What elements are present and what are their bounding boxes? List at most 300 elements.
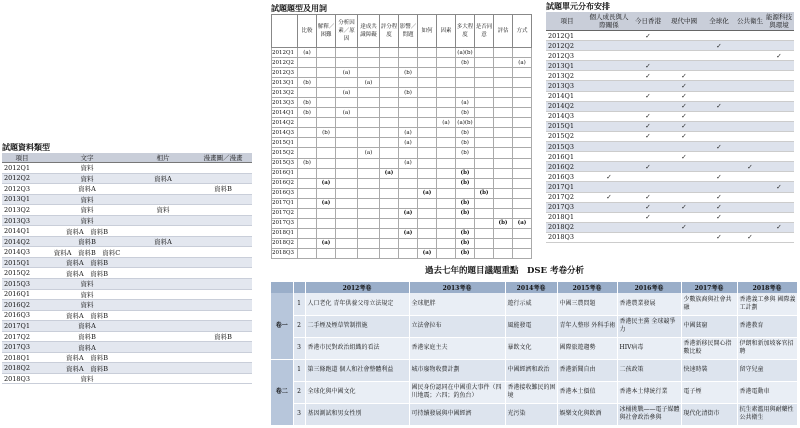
topic-cell: 抗生素濫用與耐藥性公共衛生 [737, 403, 797, 425]
table-cell [494, 158, 513, 168]
table-cell [630, 172, 666, 182]
table-cell [317, 228, 336, 238]
table-cell: 2013Q3 [272, 98, 298, 108]
table-cell [194, 321, 252, 332]
table-cell [494, 248, 513, 258]
table-row [272, 148, 532, 158]
table-cell: (a) [358, 78, 380, 88]
table-cell: (a) [399, 208, 418, 218]
table-cell [358, 58, 380, 68]
bottom-header-cell: 2015考卷 [557, 282, 617, 293]
table-cell: (b) [298, 158, 317, 168]
table-cell: 2014Q1 [2, 226, 42, 237]
table-cell: (a) [437, 118, 456, 128]
table-cell [437, 108, 456, 118]
table-cell [336, 58, 358, 68]
table-cell [736, 31, 764, 41]
table-cell: (a) [358, 148, 380, 158]
table-cell [399, 218, 418, 228]
table-row [2, 363, 252, 374]
table-row [272, 48, 532, 58]
table-cell [630, 142, 666, 152]
check-mark-icon: ✓ [764, 182, 794, 192]
table-row [272, 188, 532, 198]
table-cell: 2014Q3 [546, 111, 588, 121]
topic-cell: 中國經濟和政治 [505, 359, 557, 381]
table-cell [702, 81, 736, 91]
table-cell [132, 300, 194, 311]
table-cell [764, 81, 794, 91]
table-cell [194, 257, 252, 268]
table-cell [513, 108, 532, 118]
table-cell [380, 228, 399, 238]
table-cell [194, 236, 252, 247]
check-mark-icon: ✓ [588, 192, 630, 202]
table-cell [317, 168, 336, 178]
table-cell [702, 111, 736, 121]
check-mark-icon: ✓ [630, 111, 666, 121]
table-cell [475, 48, 494, 58]
table-cell [418, 178, 437, 188]
table-cell [298, 58, 317, 68]
table-cell [764, 121, 794, 131]
table-cell [358, 68, 380, 78]
table-cell [764, 232, 794, 242]
table-cell [336, 48, 358, 58]
bottom-header-cell: 2018考卷 [737, 282, 797, 293]
table-row [546, 212, 794, 222]
table-cell [358, 168, 380, 178]
check-mark-icon: ✓ [702, 172, 736, 182]
table-cell [418, 78, 437, 88]
table-cell [418, 68, 437, 78]
table-row [2, 289, 252, 300]
table-cell [437, 158, 456, 168]
table-cell [317, 248, 336, 258]
left-header-cell: 相片 [132, 153, 194, 163]
table-row [2, 257, 252, 268]
left-header-cell: 文字 [42, 153, 132, 163]
table-row [546, 182, 794, 192]
table-cell [630, 81, 666, 91]
table-cell: 資料 [42, 215, 132, 226]
table-cell [336, 208, 358, 218]
table-cell [702, 131, 736, 141]
bottom-header-cell [271, 282, 293, 293]
table-cell [358, 218, 380, 228]
mid-header-cell: 分析因素／原因 [336, 15, 358, 48]
table-cell [298, 198, 317, 208]
mid-header-cell: 因素 [437, 15, 456, 48]
table-cell [194, 268, 252, 279]
table-cell: 資料A [42, 342, 132, 353]
table-cell [494, 208, 513, 218]
table-cell [399, 148, 418, 158]
table-cell: 資料 [42, 163, 132, 174]
table-cell: (b) [456, 148, 475, 158]
table-cell: 2013Q2 [2, 205, 42, 216]
table-cell [399, 98, 418, 108]
table-cell [437, 238, 456, 248]
table-cell [336, 98, 358, 108]
table-cell [336, 118, 358, 128]
table-cell [380, 118, 399, 128]
table-cell [418, 118, 437, 128]
table-cell [702, 152, 736, 162]
question-number: 1 [293, 293, 305, 315]
table-cell: (a) [336, 88, 358, 98]
topic-cell: 香港電動車 [737, 381, 797, 403]
table-cell [358, 248, 380, 258]
table-cell [317, 148, 336, 158]
table-row [546, 81, 794, 91]
table-cell [380, 148, 399, 158]
check-mark-icon: ✓ [630, 61, 666, 71]
table-cell [475, 88, 494, 98]
table-cell: 2015Q1 [272, 138, 298, 148]
table-row [2, 215, 252, 226]
table-cell [475, 148, 494, 158]
table-cell: 2012Q3 [272, 68, 298, 78]
table-row [272, 118, 532, 128]
table-cell: 2018Q2 [2, 363, 42, 374]
table-cell [588, 111, 630, 121]
table-cell [764, 192, 794, 202]
table-cell [132, 331, 194, 342]
table-cell [336, 158, 358, 168]
bottom-header-cell: 2013考卷 [409, 282, 505, 293]
topic-cell: 立法會拉布 [409, 315, 505, 337]
check-mark-icon: ✓ [630, 121, 666, 131]
table-cell [764, 152, 794, 162]
table-cell [475, 158, 494, 168]
table-cell [317, 58, 336, 68]
table-cell: (a) [380, 168, 399, 178]
table-cell: 資料 [132, 205, 194, 216]
table-cell [358, 128, 380, 138]
table-cell [437, 188, 456, 198]
mid-header-cell: 評分程度 [380, 15, 399, 48]
table-cell: 資料B [42, 236, 132, 247]
table-cell [317, 158, 336, 168]
table-cell: (b) [456, 178, 475, 188]
data-type-table [2, 153, 252, 384]
topic-cell: 第三條跑道 個人和社會整體利益 [305, 359, 409, 381]
table-cell [418, 168, 437, 178]
table-cell: 2018Q3 [2, 373, 42, 384]
table-cell [298, 178, 317, 188]
table-cell: (a)(b) [456, 118, 475, 128]
table-cell [194, 310, 252, 321]
table-cell [736, 121, 764, 131]
table-cell [317, 88, 336, 98]
topic-cell: 留守兒童 [737, 359, 797, 381]
table-cell [588, 41, 630, 51]
table-cell [399, 248, 418, 258]
table-cell [380, 88, 399, 98]
table-cell: 2012Q2 [272, 58, 298, 68]
table-cell [494, 118, 513, 128]
topic-cell: HIV病毒 [617, 337, 681, 359]
table-cell [317, 118, 336, 128]
table-cell [588, 61, 630, 71]
module-distribution-table [546, 12, 794, 243]
table-cell [317, 98, 336, 108]
topic-cell: 快速時裝 [681, 359, 737, 381]
question-type-table [271, 14, 532, 259]
table-cell [336, 198, 358, 208]
table-cell [194, 352, 252, 363]
table-cell: 2015Q3 [272, 158, 298, 168]
question-number: 3 [293, 403, 305, 425]
table-cell [475, 118, 494, 128]
table-cell [736, 142, 764, 152]
table-cell [298, 138, 317, 148]
topic-cell: 二手煙及煙草管制措施 [305, 315, 409, 337]
topic-cell: 全球化與中國文化 [305, 381, 409, 403]
table-cell: 資料A 資料B [42, 363, 132, 374]
table-cell [132, 373, 194, 384]
table-row [272, 88, 532, 98]
table-cell [418, 218, 437, 228]
table-cell [588, 71, 630, 81]
table-cell [736, 212, 764, 222]
table-cell: (b) [456, 128, 475, 138]
table-cell [475, 178, 494, 188]
table-cell [418, 98, 437, 108]
table-row [2, 184, 252, 195]
table-cell [630, 152, 666, 162]
table-row [546, 71, 794, 81]
table-cell [630, 182, 666, 192]
bottom-table-title: 過去七年的題目議題重點 DSE 考卷分析 [425, 266, 584, 276]
table-cell [380, 188, 399, 198]
table-cell [380, 198, 399, 208]
table-cell [380, 238, 399, 248]
table-cell [588, 131, 630, 141]
table-cell: 2015Q1 [546, 121, 588, 131]
check-mark-icon: ✓ [630, 71, 666, 81]
table-cell: 2018Q3 [272, 248, 298, 258]
check-mark-icon: ✓ [764, 51, 794, 61]
table-row [546, 162, 794, 172]
check-mark-icon: ✓ [666, 131, 702, 141]
topic-cell: 人口老化 青年供養父母立法規定 [305, 293, 409, 315]
table-cell [418, 88, 437, 98]
table-cell [317, 208, 336, 218]
table-cell [666, 31, 702, 41]
check-mark-icon: ✓ [666, 121, 702, 131]
table-cell [630, 41, 666, 51]
table-cell: (a) [513, 58, 532, 68]
table-cell [418, 108, 437, 118]
table-cell [588, 121, 630, 131]
table-cell [194, 289, 252, 300]
table-row [2, 279, 252, 290]
table-cell: 2016Q3 [272, 188, 298, 198]
topic-cell: 娛樂文化與飲酒 [557, 403, 617, 425]
check-mark-icon: ✓ [666, 71, 702, 81]
table-cell [513, 48, 532, 58]
table-cell [702, 162, 736, 172]
table-cell: 2014Q3 [272, 128, 298, 138]
table-cell [418, 208, 437, 218]
table-cell [588, 212, 630, 222]
table-cell [358, 108, 380, 118]
table-cell [418, 148, 437, 158]
table-cell: 2016Q1 [546, 152, 588, 162]
table-cell [666, 172, 702, 182]
table-cell: 資料B [42, 331, 132, 342]
check-mark-icon: ✓ [764, 222, 794, 232]
table-cell [513, 68, 532, 78]
table-row [546, 91, 794, 101]
table-cell [475, 68, 494, 78]
table-cell [666, 41, 702, 51]
table-cell: 2017Q3 [2, 342, 42, 353]
table-cell: 資料A 資料B [42, 257, 132, 268]
table-cell [132, 215, 194, 226]
mid-header-cell: 影響／問題 [399, 15, 418, 48]
table-cell [380, 98, 399, 108]
check-mark-icon: ✓ [702, 202, 736, 212]
table-row [546, 232, 794, 242]
table-cell [588, 51, 630, 61]
table-cell [736, 172, 764, 182]
table-cell [736, 61, 764, 71]
table-cell [298, 88, 317, 98]
table-cell [666, 232, 702, 242]
table-cell [456, 78, 475, 88]
table-row [546, 202, 794, 212]
table-cell [475, 138, 494, 148]
table-cell [298, 248, 317, 258]
table-row [272, 128, 532, 138]
table-cell [475, 228, 494, 238]
table-cell: (a) [336, 68, 358, 78]
table-cell: (a) [336, 108, 358, 118]
table-cell [380, 58, 399, 68]
table-cell [494, 178, 513, 188]
table-row [272, 78, 532, 88]
table-cell [380, 128, 399, 138]
table-cell: 2014Q1 [272, 108, 298, 118]
table-cell [494, 238, 513, 248]
table-row [2, 321, 252, 332]
table-cell: (a) [298, 48, 317, 58]
table-cell [437, 208, 456, 218]
table-cell [418, 48, 437, 58]
check-mark-icon: ✓ [630, 202, 666, 212]
table-row [272, 218, 532, 228]
check-mark-icon: ✓ [702, 192, 736, 202]
table-cell [194, 342, 252, 353]
table-cell [513, 88, 532, 98]
check-mark-icon: ✓ [702, 232, 736, 242]
topic-cell: 香港家庭主夫 [409, 337, 505, 359]
table-row [546, 121, 794, 131]
table-cell [702, 71, 736, 81]
table-row [2, 163, 252, 174]
table-cell [494, 198, 513, 208]
table-cell: 2013Q1 [546, 61, 588, 71]
table-cell: (a) [456, 98, 475, 108]
table-row [2, 268, 252, 279]
table-row [2, 226, 252, 237]
table-cell: (b) [494, 218, 513, 228]
topic-cell: 中國貧窮 [681, 315, 737, 337]
table-row [271, 403, 797, 425]
table-cell [494, 78, 513, 88]
topic-cell: 風能發電 [505, 315, 557, 337]
table-cell: 資料A 資料B [42, 268, 132, 279]
table-cell [194, 363, 252, 374]
table-cell: (b) [298, 108, 317, 118]
table-cell: (b) [298, 98, 317, 108]
table-cell [399, 78, 418, 88]
table-cell: 2015Q1 [2, 257, 42, 268]
table-cell [399, 168, 418, 178]
table-cell [764, 162, 794, 172]
topic-cell: 香港本土傳統行業 [617, 381, 681, 403]
table-cell [475, 208, 494, 218]
table-cell [475, 248, 494, 258]
table-row [272, 228, 532, 238]
table-cell: (a) [399, 138, 418, 148]
table-cell [475, 98, 494, 108]
table-cell: 2018Q2 [546, 222, 588, 232]
table-cell [588, 142, 630, 152]
table-cell [764, 41, 794, 51]
table-cell [380, 248, 399, 258]
table-cell: 2015Q2 [2, 268, 42, 279]
topic-cell: 全球肥胖 [409, 293, 505, 315]
right-header-cell: 今日香港 [630, 12, 666, 31]
table-cell: 資料 [42, 300, 132, 311]
table-cell [666, 142, 702, 152]
table-cell: (a) [399, 228, 418, 238]
table-cell [736, 51, 764, 61]
table-cell: 資料A [132, 173, 194, 184]
table-cell [494, 58, 513, 68]
table-cell [380, 208, 399, 218]
topic-cell: 香港市民對政治組織的看法 [305, 337, 409, 359]
mid-header-cell: 如何 [418, 15, 437, 48]
table-cell [298, 208, 317, 218]
table-cell [399, 238, 418, 248]
table-cell [358, 228, 380, 238]
check-mark-icon: ✓ [630, 31, 666, 41]
mid-header-cell: 是否同意 [475, 15, 494, 48]
table-row [2, 310, 252, 321]
table-row [546, 61, 794, 71]
table-row [272, 248, 532, 258]
table-cell [764, 172, 794, 182]
table-cell: 2012Q3 [2, 184, 42, 195]
question-number: 2 [293, 381, 305, 403]
table-cell: (a) [513, 218, 532, 228]
table-cell [437, 198, 456, 208]
table-cell: (b) [456, 58, 475, 68]
table-cell [513, 228, 532, 238]
table-cell [298, 168, 317, 178]
topic-cell: 香港本土價值 [557, 381, 617, 403]
check-mark-icon: ✓ [666, 101, 702, 111]
table-cell [437, 138, 456, 148]
table-cell [194, 279, 252, 290]
table-cell [736, 81, 764, 91]
table-cell [513, 128, 532, 138]
